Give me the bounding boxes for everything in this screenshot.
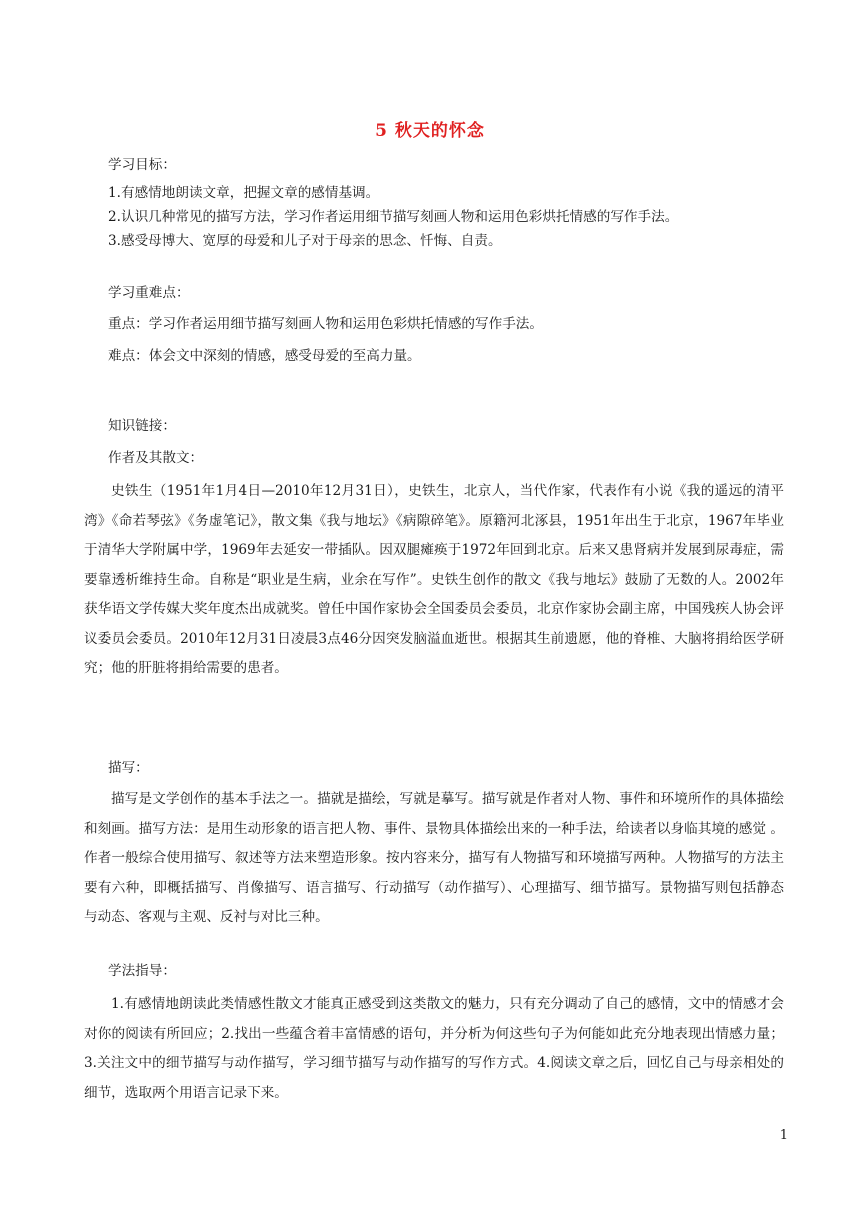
objective-item: 2.认识几种常见的描写方法，学习作者运用细节描写刻画人物和运用色彩烘托情感的写作手法。 — [108, 209, 679, 225]
keypoint-difficulty: 难点：体会文中深刻的情感，感受母爱的至高力量。 — [108, 348, 421, 364]
objective-item: 3.感受母博大、宽厚的母爱和儿子对于母亲的思念、忏悔、自责。 — [108, 233, 502, 249]
keypoint-focus: 重点：学习作者运用细节描写刻画人物和运用色彩烘托情感的写作手法。 — [108, 316, 543, 332]
page-number: 1 — [779, 1128, 788, 1143]
author-heading: 作者及其散文： — [108, 450, 204, 466]
objectives-heading: 学习目标： — [108, 157, 176, 173]
keypoints-heading: 学习重难点： — [108, 285, 190, 301]
knowledge-heading: 知识链接： — [108, 418, 176, 434]
description-heading: 描写： — [108, 760, 149, 776]
method-paragraph: 1.有感情地朗读此类情感性散文才能真正感受到这类散文的魅力，只有充分调动了自己的感情，文中的情感才会对你的阅读有所回应；2.找出一些蕴含着丰富情感的语句，并分析为何这些句子为何能如此充分地表现出情感力量；3.关注文中的细节描写与动作描写，学习细节描写与动作描写的写作方式。4.阅读文章之后，回忆自己与母亲相处的细节，选取两个用语言记录下来。 — [84, 996, 784, 1101]
lesson-title: 5 秋天的怀念 — [375, 121, 485, 141]
author-paragraph: 史铁生（1951年1月4日—2010年12月31日），史铁生，北京人，当代作家，代表作有小说《我的遥远的清平湾》《命若琴弦》《务虚笔记》，散文集《我与地坛》《病隙碎笔》。原籍河北涿县，1951年出生于北京，1967年毕业于清华大学附属中学，1969年去延安一带插队。因双腿瘫痪于1972年回到北京。后来又患肾病并发展到尿毒症，需要靠透析维持生命。自称是“职业是生病，业余在写作”。史铁生创作的散文《我与地坛》鼓励了无数的人。2002年获华语文学传媒大奖年度杰出成就奖。曾任中国作家协会全国委员会委员，北京作家协会副主席，中国残疾人协会评议委员会委员。2010年12月31日凌晨3点46分因突发脑溢血逝世。根据其生前遗愿，他的脊椎、大脑将捐给医学研究；他的肝脏将捐给需要的患者。 — [84, 483, 784, 676]
objective-item: 1.有感情地朗读文章，把握文章的感情基调。 — [108, 185, 380, 201]
description-paragraph: 描写是文学创作的基本手法之一。描就是描绘，写就是摹写。描写就是作者对人物、事件和环境所作的具体描绘和刻画。描写方法：是用生动形象的语言把人物、事件、景物具体描绘出来的一种手法，给读者以身临其境的感觉 。作者一般综合使用描写、叙述等方法来塑造形象。按内容来分，描写有人物描写和环境描写两种。人物描写的方法主要有六种，即概括描写、肖像描写、语言描写、行动描写（动作描写）、心理描写、细节描写。景物描写则包括静态与动态、客观与主观、反衬与对比三种。 — [84, 791, 784, 925]
method-heading: 学法指导： — [108, 963, 176, 979]
